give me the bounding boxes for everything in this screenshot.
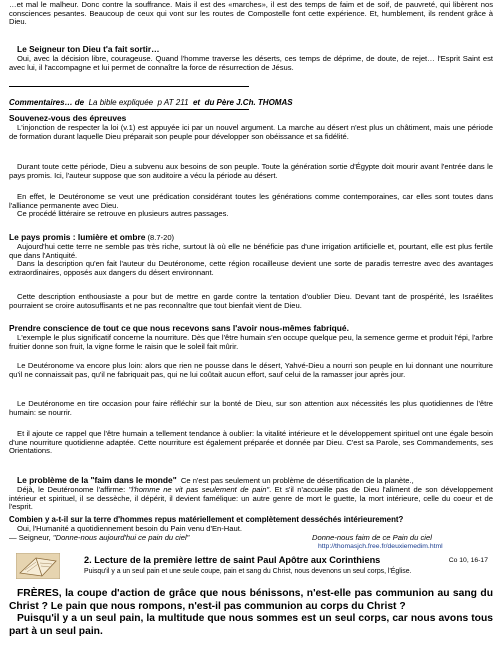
lecture-subtitle: Puisqu'il y a un seul pain et une seule coupe, pain et sang du Christ, nous devenons un seul corps, l'Église. bbox=[84, 568, 412, 575]
commentary-ref: p AT 211 bbox=[157, 98, 189, 107]
lecture-header bbox=[9, 553, 493, 581]
section-title: Souvenez-vous des épreuves bbox=[9, 113, 127, 123]
section-paragraph-start: Déjà, le Deutéronome l'affirme: bbox=[17, 484, 129, 494]
commentary-author: du Père J.Ch. THOMAS bbox=[204, 98, 293, 107]
signature-quote: "Donne-nous aujourd'hui ce pain du ciel" bbox=[52, 533, 190, 542]
section-souvenez-p2 bbox=[9, 163, 493, 180]
commentary-book: La bible expliquée bbox=[88, 98, 154, 107]
section-paragraph bbox=[9, 486, 493, 512]
signature-left bbox=[9, 533, 189, 542]
section-paragraph: Ce n'est pas seulement un problème de désertification de la planète., bbox=[180, 476, 414, 485]
question-line: Combien y a-t-il sur la terre d'hommes repus matériellement et complètement desséchés intérieurement? bbox=[9, 515, 404, 524]
section-paragraph: En effet, le Deutéronome se veut une prédication considérant toutes les générations comme contemporaines, car elles sont toutes dans l'alliance permanente avec Dieu. bbox=[9, 192, 493, 210]
section-faim-monde bbox=[9, 476, 493, 512]
source-link[interactable]: http://thomasjch.free.fr/deuxiemedim.html bbox=[318, 543, 443, 550]
question-answer-line: Oui, l'Humanité a quotidiennement besoin du Pain venu d'En-Haut. bbox=[17, 524, 242, 533]
commentary-and: et bbox=[192, 98, 201, 107]
section-paragraph: Et il ajoute ce rappel que l'être humain a tellement tendance à oublier: la vitalité intérieure et le développement spirituel ont une égale besoin d'une nourriture quotidienne adaptée. Cette nourriture est également préparée et donnée par Dieu. C'est sa Parole, ses Commandements, ses Orientations. bbox=[9, 429, 493, 456]
section-title: Le problème de la "faim dans le monde" bbox=[17, 475, 177, 485]
section-title: Le pays promis : lumière et ombre bbox=[9, 232, 146, 242]
section-paragraph: Aujourd'hui cette terre ne semble pas très riche, surtout là où elle ne bénéficie pas d'une irrigation artificielle et, pourtant, elle est plus fertile que dans l'Antiquité. bbox=[9, 241, 493, 260]
section-quote: "l'homme ne vit pas seulement de pain" bbox=[128, 484, 270, 494]
intro-paragraph-2: Oui, avec la décision libre, courageuse. Quand l'homme traverse les déserts, ces temps de déprime, de doute, de rejet… l'Esprit Saint est avec lui, il l'accompagne et lui permet de connaître la force de résurrection de Jésus. bbox=[9, 53, 493, 72]
section-prendre-conscience-p2 bbox=[9, 362, 493, 379]
section-paragraph: L'exemple le plus significatif concerne la nourriture. Dès que l'être humain s'en occupe quelque peu, la semence germe et produit l'épi, l'arbre fruitier donne son fruit, la vigne forme le raisin que le soleil fait mûrir. bbox=[9, 332, 493, 351]
section-paragraph: L'injonction de respecter la loi (v.1) est appuyée ici par un nouvel argument. La marche au désert n'est plus un châtiment, mais une période de formation durant laquelle Dieu préparait son peuple pour développer son obéissance et sa fidélité. bbox=[9, 122, 493, 141]
intro-block bbox=[9, 1, 493, 27]
intro-subsection bbox=[9, 45, 493, 72]
lecture-ref: Co 10, 16-17 bbox=[448, 557, 488, 564]
section-prendre-conscience-p4 bbox=[9, 430, 493, 456]
section-paragraph: Ce procédé littéraire se retrouve en plusieurs autres passages. bbox=[17, 209, 229, 219]
section-pays-promis-p2 bbox=[9, 293, 493, 310]
reading-paragraph: FRÈRES, la coupe d'action de grâce que nous bénissons, n'est-elle pas communion au sang du Christ ? Le pain que nous rompons, n'est-il pas communion au corps du Christ ? bbox=[9, 588, 493, 612]
section-prendre-conscience-p3 bbox=[9, 400, 493, 417]
section-title: Prendre conscience de tout ce que nous recevons sans l'avoir nous-mêmes fabriqué. bbox=[9, 323, 349, 333]
reading-text bbox=[9, 588, 493, 639]
section-paragraph-end: . Et s'il n'accueille pas de Dieu l'aliment de son développement intérieur et spirituel, il se dessèche, il dépérit, il devient famélique: un autre genre de mort le guette, la mort intérieure, celle du coeur et de l'esprit. bbox=[9, 484, 493, 512]
book-icon bbox=[16, 553, 60, 579]
section-pays-promis bbox=[9, 233, 493, 278]
signature-dash: — Seigneur, bbox=[9, 533, 53, 542]
intro-subtitle: Le Seigneur ton Dieu t'a fait sortir… bbox=[17, 44, 160, 54]
section-ref: (8.7-20) bbox=[147, 233, 175, 242]
separator-rule bbox=[9, 86, 249, 87]
section-paragraph: Cette description enthousiaste a pour but de mettre en garde contre la tentation d'oublier Dieu. Devant tant de prospérité, les Israélites pourraient se croire autosuffisants et ne pas reconnaître que tout bienfait vient de Dieu. bbox=[9, 292, 493, 310]
intro-paragraph: …et mal le malheur. Donc contre la souffrance. Mais il est des «marches», il est des temps de faim et de soif, de pauvreté, qui libèrent nos consciences pesantes. Beaucoup de ceux qui vont sur les routes de Compostelle font cette expérience. Et, humblement, ils rendent grâce à Dieu. bbox=[9, 0, 493, 27]
reading-paragraph: Puisqu'il y a un seul pain, la multitude que nous sommes est un seul corps, car nous avons tous part à un seul pain. bbox=[9, 613, 493, 638]
section-paragraph: Le Deutéronome en tire occasion pour faire réfléchir sur la bonté de Dieu, sur son attention aux nécessités les plus quotidiennes de l'être humain: se nourrir. bbox=[9, 399, 493, 417]
separator-rule-2 bbox=[9, 109, 249, 110]
commentary-header bbox=[9, 98, 293, 107]
lecture-title: 2. Lecture de la première lettre de saint Paul Apôtre aux Corinthiens bbox=[84, 555, 381, 565]
section-prendre-conscience bbox=[9, 324, 493, 351]
section-paragraph: Durant toute cette période, Dieu a subvenu aux besoins de son peuple. Toute la génération sortie d'Égypte doit mourir avant l'entrée dans le pays promis. Ici, l'auteur suppose que son auditoire a vécu la période au désert. bbox=[9, 162, 493, 180]
section-paragraph: Le Deutéronome va encore plus loin: alors que rien ne pousse dans le désert, Yahvé-Dieu a nourri son peuple en lui donnant une nourriture qu'il ne connaissait pas, qu'il ne fabriquait pas, qui ne lui coûtait aucun effort, sauf celui de la ramasser jour après jour. bbox=[9, 361, 493, 379]
section-souvenez-p3 bbox=[9, 193, 493, 219]
question-block bbox=[9, 515, 493, 524]
section-paragraph: Dans la description qu'en fait l'auteur du Deutéronome, cette région rocailleuse devient une sorte de paradis terrestre avec des avantages extraordinaires, opposés aux dangers du désert environnant. bbox=[9, 259, 493, 277]
commentary-prefix: Commentaires… de bbox=[9, 98, 85, 107]
section-souvenez bbox=[9, 114, 493, 141]
signature-right: Donne-nous faim de ce Pain du ciel bbox=[312, 533, 432, 542]
